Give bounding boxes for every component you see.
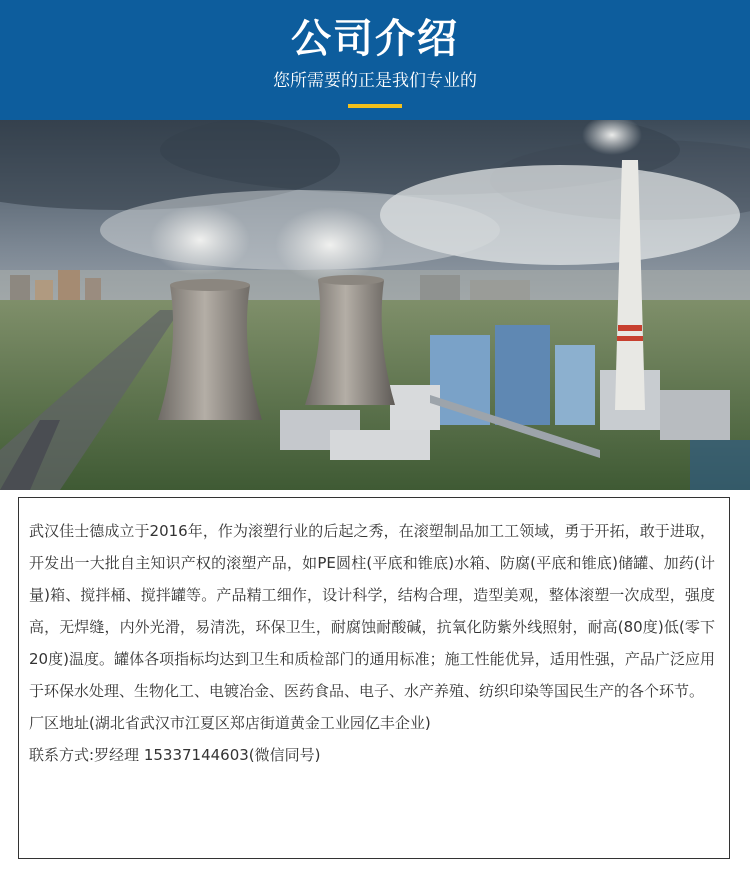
factory-address: 厂区地址(湖北省武汉市江夏区郑店街道黄金工业园亿丰企业) bbox=[29, 714, 431, 732]
title-accent-bar bbox=[348, 104, 402, 108]
page-subtitle: 您所需要的正是我们专业的 bbox=[273, 71, 477, 91]
power-plant-illustration bbox=[0, 120, 750, 490]
company-intro-box bbox=[18, 497, 730, 859]
page-title: 公司介绍 bbox=[291, 16, 459, 62]
header-banner bbox=[0, 0, 750, 120]
power-plant-photo bbox=[0, 120, 750, 490]
contact-info: 联系方式:罗经理 15337144603(微信同号) bbox=[29, 746, 321, 764]
company-description: 武汉佳士德成立于2016年，作为滚塑行业的后起之秀，在滚塑制品加工工领域，勇于开拓，敢于进取，开发出一大批自主知识产权的滚塑产品，如PE圆柱(平底和锥底)水箱、防腐(平底和锥底)储罐、加药(计量)箱、搅拌桶、搅拌罐等。产品精工细作，设计科学，结构合理，造型美观，整体滚塑一次成型，强度高，无焊缝，内外光滑，易清洗，环保卫生，耐腐蚀耐酸碱，抗氧化防紫外线照射，耐高(80度)低(零下20度)温度。罐体各项指标均达到卫生和质检部门的通用标准；施工性能优异，适用性强，产品广泛应用于环保水处理、生物化工、电镀冶金、医药食品、电子、水产养殖、纺织印染等国民生产的各个环节。 bbox=[29, 522, 715, 700]
